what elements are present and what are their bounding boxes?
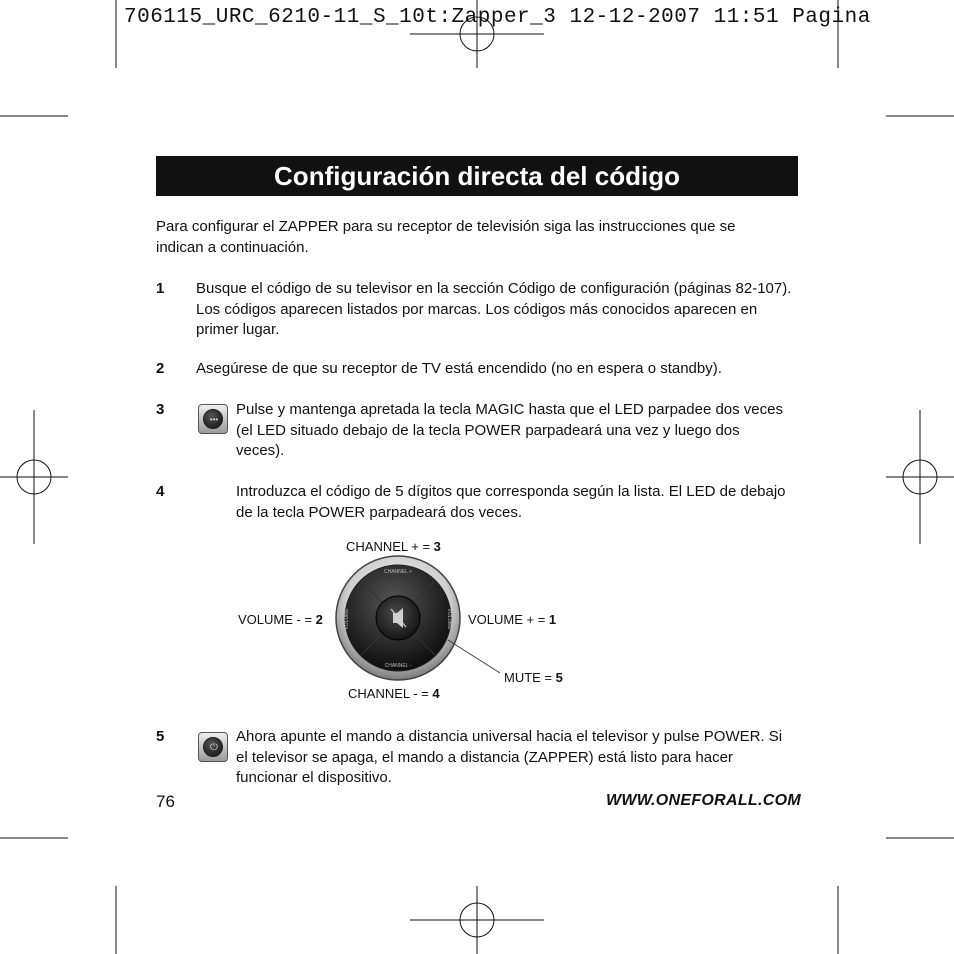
step-number: 1 [156,280,165,297]
step-text: Introduzca el código de 5 dígitos que corresponda según la lista. El LED de debajo de la tecla POWER parpadeará dos veces. [236,483,786,521]
magic-key-icon: ••• [198,404,228,434]
step-text: Asegúrese de que su receptor de TV está encendido (no en espera o standby). [196,360,722,377]
ring-label-right: VOLUME [446,608,452,630]
label-channel-up: CHANNEL + = 3 [346,539,441,554]
step-number: 5 [156,728,165,745]
website-url: WWW.ONEFORALL.COM [606,792,801,809]
step-text: Pulse y mantenga apretada la tecla MAGIC hasta que el LED parpadee dos veces (el LED situado debajo de la tecla POWER parpadeará una vez y luego dos veces). [236,401,783,459]
ring-label-top: CHANNEL + [383,569,413,575]
label-channel-down: CHANNEL - = 4 [348,686,440,701]
navigation-pad-diagram [330,555,510,685]
ring-label-bottom: CHANNEL - [384,663,412,669]
registration-mark-bottom [410,886,544,954]
label-volume-down: VOLUME - = 2 [238,612,323,627]
registration-mark-right [886,410,954,544]
registration-mark-left [0,410,68,544]
step-number: 3 [156,401,165,418]
ring-label-left: VOLUME [344,608,350,630]
intro-text: Para configurar el ZAPPER para su receptor de televisión siga las instrucciones que se indican a continuación. [156,218,736,256]
page-number: 76 [156,792,175,811]
power-key-icon: ⏻ [198,732,228,762]
label-volume-up: VOLUME + = 1 [468,612,557,627]
step-number: 2 [156,360,165,377]
step-text: Busque el código de su televisor en la sección Código de configuración (páginas 82-107). Los códigos aparecen listados por marcas. Los códigos más conocidos aparecen en primer lugar. [196,280,792,338]
page-title: Configuración directa del código [156,156,798,196]
step-text: Ahora apunte el mando a distancia universal hacia el televisor y pulse POWER. Si el televisor se apaga, el mando a distancia (ZAPPER) está listo para hacer funcionar el dispositivo. [236,728,783,786]
mute-leader-line [448,640,500,673]
printer-slug: 706115_URC_6210-11_S_10t:Zapper_3 12-12-2007 11:51 Pagina [124,6,871,29]
step-number: 4 [156,483,165,500]
label-mute: MUTE = 5 [504,670,563,685]
